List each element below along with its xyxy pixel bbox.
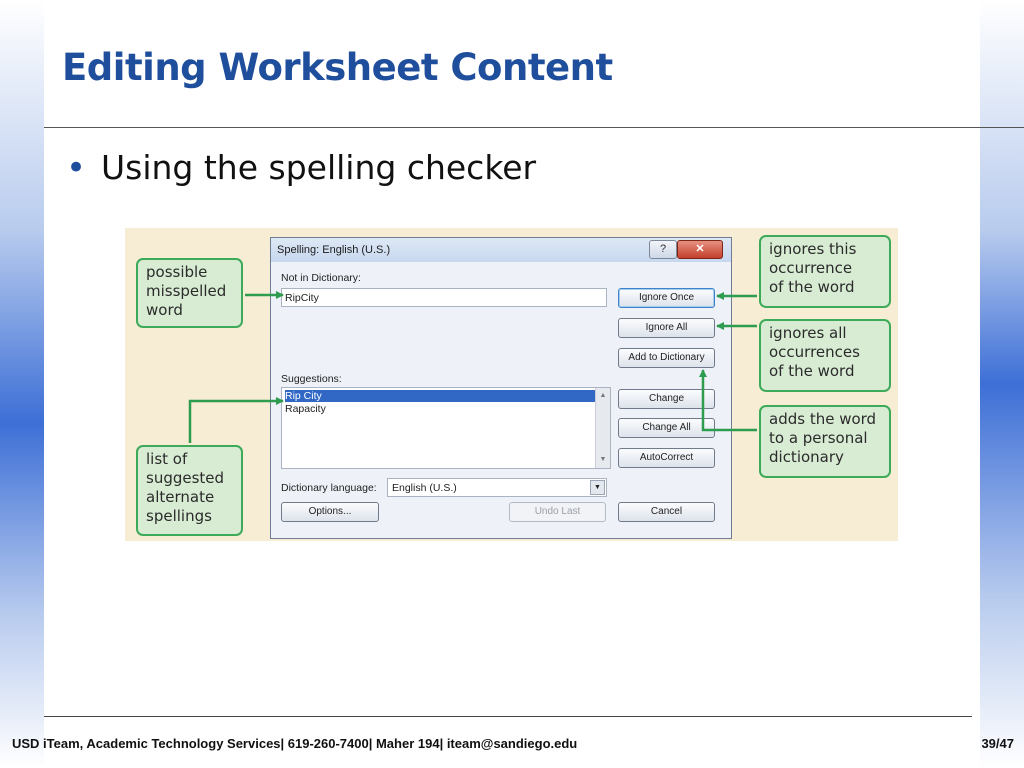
ignore-once-button[interactable]: Ignore Once — [618, 288, 715, 308]
help-button[interactable]: ? — [649, 240, 677, 259]
suggestions-label: Suggestions: — [281, 373, 342, 385]
right-gradient-edge — [980, 0, 1024, 768]
callout-arrows — [125, 228, 898, 541]
spelling-dialog-figure — [125, 228, 898, 541]
suggestion-item-selected[interactable]: Rip City — [285, 390, 595, 402]
change-button[interactable]: Change — [618, 389, 715, 409]
left-gradient-edge — [0, 0, 44, 768]
dialog-title: Spelling: English (U.S.) — [277, 244, 391, 256]
callout-line: dictionary — [769, 448, 844, 466]
callout-line: to a personal — [769, 429, 868, 447]
bullet-text: Using the spelling checker — [101, 148, 537, 187]
callout-line: occurrences — [769, 343, 860, 361]
dictionary-language-label: Dictionary language: — [281, 482, 377, 494]
cancel-button[interactable]: Cancel — [618, 502, 715, 522]
scroll-down-icon[interactable]: ▼ — [599, 456, 607, 463]
page-number: 39/47 — [981, 736, 1014, 751]
title-divider — [44, 127, 1024, 128]
ignore-all-button[interactable]: Ignore All — [618, 318, 715, 338]
options-button[interactable]: Options... — [281, 502, 379, 522]
add-to-dictionary-button[interactable]: Add to Dictionary — [618, 348, 715, 368]
callout-line: occurrence — [769, 259, 853, 277]
callout-line: word — [146, 301, 183, 319]
callout-line: suggested — [146, 469, 225, 487]
callout-line: alternate — [146, 488, 215, 506]
undo-last-button[interactable]: Undo Last — [509, 502, 606, 522]
callout-line: list of — [146, 450, 188, 468]
bullet-dot: • — [66, 148, 87, 188]
not-in-dictionary-field[interactable]: RipCity — [281, 288, 607, 307]
callout-line: possible — [146, 263, 208, 281]
callout-line: ignores all — [769, 324, 847, 342]
callout-line: spellings — [146, 507, 212, 525]
change-all-button[interactable]: Change All — [618, 418, 715, 438]
callout-line: ignores this — [769, 240, 857, 258]
callout-line: of the word — [769, 362, 855, 380]
suggestion-item[interactable]: Rapacity — [285, 403, 326, 415]
footer-divider — [44, 716, 972, 717]
arrow-suggestions — [190, 401, 283, 443]
dictionary-language-value: English (U.S.) — [392, 482, 457, 494]
scroll-up-icon[interactable]: ▲ — [599, 392, 607, 399]
autocorrect-button[interactable]: AutoCorrect — [618, 448, 715, 468]
callout-line: misspelled — [146, 282, 227, 300]
callout-line: of the word — [769, 278, 855, 296]
not-in-dictionary-label: Not in Dictionary: — [281, 272, 361, 284]
callout-line: adds the word — [769, 410, 877, 428]
footer-text: USD iTeam, Academic Technology Services| 619-260-7400| Maher 194| iteam@sandiego.edu — [12, 736, 578, 751]
close-button[interactable]: ✕ — [677, 240, 723, 259]
arrow-add-to-dictionary — [703, 370, 757, 430]
chevron-down-icon[interactable]: ▼ — [590, 480, 605, 495]
slide-title: Editing Worksheet Content — [62, 46, 613, 89]
